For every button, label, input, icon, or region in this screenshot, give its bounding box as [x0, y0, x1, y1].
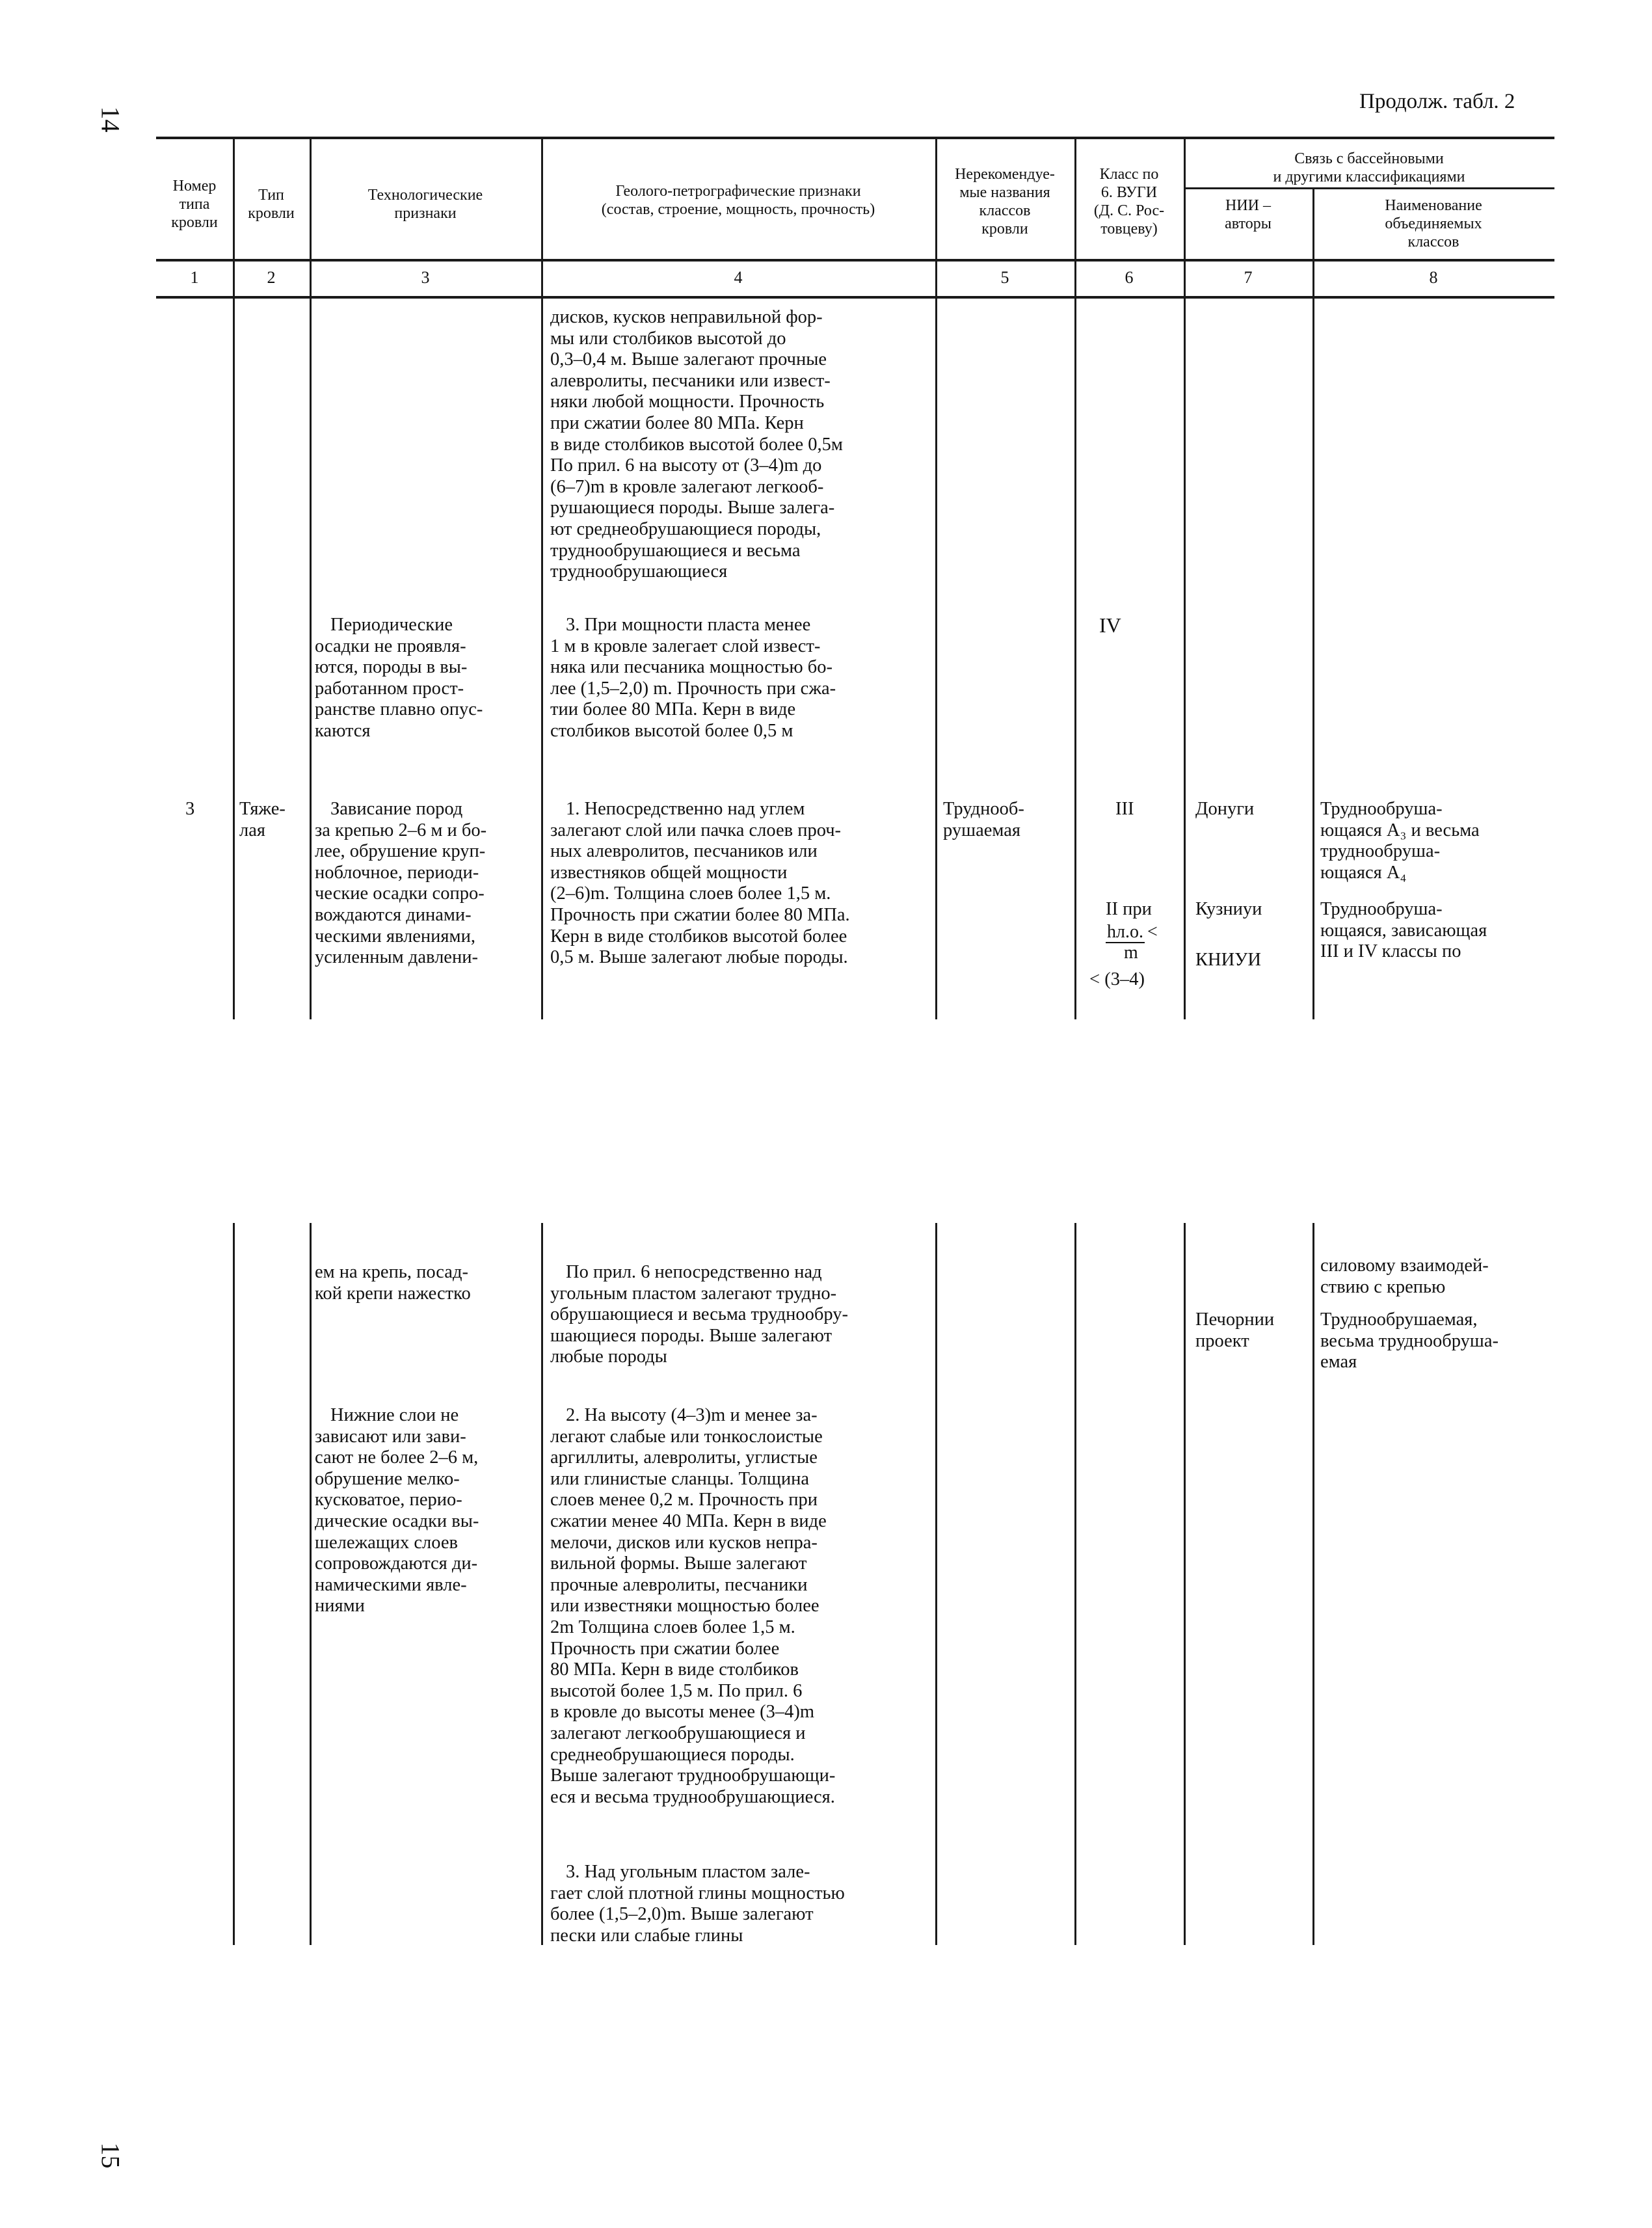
- column-number: 1: [190, 268, 199, 287]
- column-number: 2: [267, 268, 276, 287]
- class-name-donugi: Труднообруша- ющаяся A₃ и весьма труднообруша- ющаяся A₄: [1320, 799, 1480, 883]
- column-number: 8: [1429, 268, 1438, 287]
- institute-donugi: Донуги: [1195, 799, 1255, 819]
- column-divider: [1074, 299, 1076, 1019]
- column-number: 3: [421, 268, 430, 287]
- column-divider: [1074, 1223, 1076, 1945]
- vugi-class-ratio: [1106, 922, 1177, 963]
- column-divider: [1184, 299, 1186, 1019]
- geology-appendix6: По прил. 6 непосредственно над угольным пластом залегают трудно- обрушающиеся и весьма труднообру- шающиеся породы. Выше залегают любые породы: [550, 1262, 848, 1367]
- geology-item-3: 3. При мощности пласта менее 1 м в кровле залегает слой извест- няка или песчаника мощностью бо- лее (1,5–2,0) m. Прочность при сжа- тии более 80 МПа. Керн в виде столбиков высотой более 0,5 м: [550, 615, 836, 741]
- group-header-rule: [1184, 187, 1554, 189]
- not-recommended-name: Труднооб- рушаемая: [943, 799, 1024, 840]
- geology-row3-item1: 1. Непосредственно над углем залегают слой или пачка слоев проч- ных алевролитов, песчаников или известняков общей мощности (2–6)m. Толщина слоев более 1,5 м. Прочность при сжатии более 80 МПа. Керн в виде столбиков высотой более 0,5 м. Выше залегают любые породы.: [550, 799, 850, 968]
- column-divider: [541, 299, 543, 1019]
- header-technological: Технологические признаки: [367, 187, 483, 222]
- institute-kniui: КНИУИ: [1195, 950, 1261, 970]
- institute-pechorniiproekt: Печорнии проект: [1195, 1309, 1275, 1351]
- column-number: 7: [1244, 268, 1253, 287]
- table-top-rule: [156, 137, 1554, 139]
- vugi-class-iv: IV: [1099, 613, 1121, 637]
- column-number: 4: [734, 268, 743, 287]
- column-divider: [935, 299, 937, 1019]
- continuation-label: Продолж. табл. 2: [1359, 90, 1515, 113]
- header-group-relation: Связь с бассейновыми и другими классификациями: [1273, 150, 1465, 185]
- ratio-denominator: m: [1124, 943, 1138, 963]
- class-name-kuzniui: Труднообруша- ющаяся, зависающая III и IV классы по: [1320, 899, 1487, 962]
- row-roof-type: Тяже- лая: [239, 799, 286, 840]
- column-divider: [310, 1223, 312, 1945]
- class-name-pechorniiproekt: Труднообрушаемая, весьма труднообруша- емая: [1320, 1309, 1499, 1373]
- column-number: 6: [1125, 268, 1134, 287]
- row-type-number: 3: [185, 799, 195, 819]
- geology-item-3-clay: 3. Над угольным пластом зале- гает слой плотной глины мощностью более (1,5–2,0)m. Выше залегают пески или слабые глины: [550, 1862, 845, 1946]
- header-roof-type: Тип кровли: [248, 187, 295, 222]
- column-number-rule: [156, 296, 1554, 299]
- vugi-class-iii: III: [1115, 799, 1134, 819]
- technology-row3: Зависание пород за крепью 2–6 м и бо- лее, обрушение круп- ноблочное, периоди- ческие осадки сопро- вождаются динами- ческими явлениями, усиленным давлени-: [315, 799, 487, 968]
- column-number: 5: [1000, 268, 1009, 287]
- column-divider: [310, 299, 312, 1019]
- geology-continuation: дисков, кусков неправильной фор- мы или столбиков высотой до 0,3–0,4 м. Выше залегают прочные алевролиты, песчаники или извест- няки любой мощности. Прочность при сжатии более 80 МПа. Керн в виде столбиков высотой более 0,5м По прил. 6 на высоту от (3–4)m до (6–7)m в кровле залегают легкооб- рушающиеся породы. Выше залега- ют среднеобрушающиеся породы, труднообрушающиеся и весьма труднообрушающиеся: [550, 307, 843, 582]
- column-divider: [541, 1223, 543, 1945]
- header-vugi-class: Класс по 6. ВУГИ (Д. С. Рос- товцеву): [1093, 166, 1165, 237]
- header-bottom-rule: [156, 259, 1554, 262]
- column-divider: [233, 299, 235, 1019]
- column-divider: [1312, 1223, 1314, 1945]
- header-type-number: Номер типа кровли: [171, 178, 218, 231]
- institute-kuzniui: Кузниуи: [1195, 899, 1262, 919]
- geology-item-2: 2. На высоту (4–3)m и менее за- легают слабые или тонкослоистые аргиллиты, алевролиты, углистые или глинистые сланцы. Толщина слоев менее 0,2 м. Прочность при сжатии менее 40 МПа. Керн в виде мелочи, дисков или кусков непра- вильной формы. Выше залегают прочные алевролиты, песчаники или известняки мощностью более 2m Толщина слоев более 1,5 м. Прочность при сжатии более 80 МПа. Керн в виде столбиков высотой более 1,5 м. По прил. 6 в кровле до высоты менее (3–4)m залегают легкообрушающиеся и среднеобрушающиеся породы. Выше залегают труднообрушающи- еся и весьма труднообрушающиеся.: [550, 1405, 836, 1807]
- header-class-names: Наименование объединяемых классов: [1385, 197, 1482, 250]
- technology-periodic: Периодические осадки не проявля- ются, породы в вы- работанном прост- ранстве плавно опус- каются: [315, 615, 483, 741]
- page-number-top: 14: [96, 106, 126, 133]
- header-geological: Геолого-петрографические признаки (состав, строение, мощность, прочность): [601, 183, 875, 218]
- column-divider: [1184, 1223, 1186, 1945]
- technology-lower-layers: Нижние слои не зависают или зави- сают не более 2–6 м, обрушение мелко- кусковатое, перио- дические осадки вы- шележащих слоев сопровождаются ди- намическими явле- ниями: [315, 1405, 479, 1617]
- header-institutes: НИИ – авторы: [1225, 197, 1272, 232]
- vugi-class-range: < (3–4): [1089, 969, 1145, 989]
- vugi-class-ii-condition: II при: [1106, 899, 1152, 919]
- ratio-numerator: hл.о.: [1107, 922, 1143, 942]
- ratio-less-than: <: [1147, 922, 1158, 942]
- header-not-recommended: Нерекомендуе- мые названия классов кровли: [955, 166, 1055, 237]
- column-divider: [935, 1223, 937, 1945]
- technology-continuation: ем на крепь, посад- кой крепи нажестко: [315, 1262, 471, 1304]
- page-number-bottom: 15: [96, 2142, 126, 2169]
- class-name-continuation: силовому взаимодей- ствию с крепью: [1320, 1255, 1489, 1297]
- column-divider: [233, 1223, 235, 1945]
- column-divider: [1312, 299, 1314, 1019]
